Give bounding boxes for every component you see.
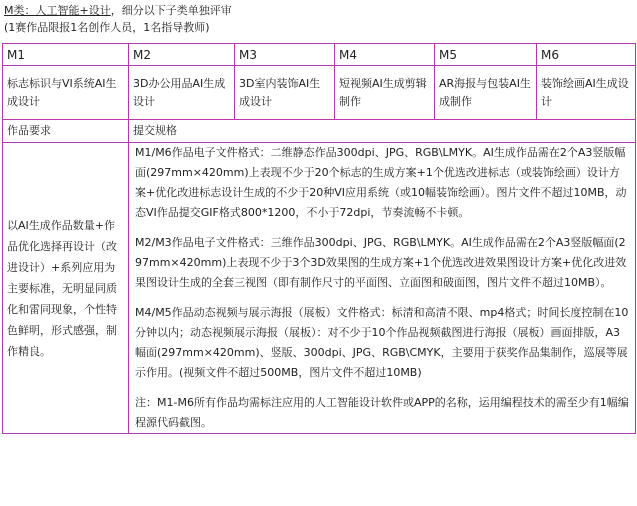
label-row <box>3 120 636 143</box>
code-cell: M4 <box>335 44 435 66</box>
specs-label: 提交规格 <box>129 120 636 143</box>
code-cell: M1 <box>3 44 129 66</box>
name-cell: 标志标识与VI系统AI生成设计 <box>3 66 129 120</box>
code-cell: M3 <box>235 44 335 66</box>
header-line-1 <box>4 2 232 19</box>
name-cell: 3D办公用品AI生成设计 <box>129 66 235 120</box>
code-cell: M6 <box>537 44 636 66</box>
spec-paragraph: M2/M3作品电子文件格式：三维作品300dpi、JPG、RGB\LMYK。AI生成作品需在2个A3竖版幅面(297mm×420mm)上表现不少于3个3D效果图的生成方案+1个优选改进效果图设计方案+优化改进效果图设计生成的全套三视图（即有制作尺寸的平面图、立面图和破面图，图片文件不超过10MB）。 <box>135 236 627 289</box>
requirements-text: 以AI生成作品数量+作品优化选择再设计（改进设计）+系列应用为主要标准，无明显同质化和雷同现象，个性特色鲜明，形式感强，制作精良。 <box>3 143 129 434</box>
category-subtitle: ，细分以下子类单独评审 <box>110 4 232 17</box>
content-row <box>3 143 636 434</box>
category-table <box>2 43 636 434</box>
requirements-label: 作品要求 <box>3 120 129 143</box>
spec-paragraph: M1/M6作品电子文件格式：二维静态作品300dpi、JPG、RGB\LMYK。AI生成作品需在2个A3竖版幅面(297mm×420mm)上表现不少于20个标志的生成方案+1个优选改进标志（或装饰绘画）设计方案+优化改进标志设计生成的不少于20种VI应用系统（或10幅装饰绘画）。图片文件不超过10MB，动态VI作品提交GIF格式800*1200，不小于72dpi，节奏流畅不卡顿。 <box>135 146 627 219</box>
name-cell: 短视频AI生成剪辑制作 <box>335 66 435 120</box>
header-line-2: (1赛作品限报1名创作人员，1名指导教师) <box>4 21 210 34</box>
name-row <box>3 66 636 120</box>
spec-paragraph: M4/M5作品动态视频与展示海报（展板）文件格式：标清和高清不限、mp4格式；时间长度控制在10分钟以内；动态视频展示海报（展板）：对不少于10个作品视频截图进行海报（展板）画面排版，A3幅面(297mm×420mm)、竖版、300dpi、JPG、RGB\CMYK，主要用于获奖作品集制作，巡展等展示作用。(视频文件不超过500MB，图片文件不超过10MB) <box>135 306 629 379</box>
name-cell: 装饰绘画AI生成设计 <box>537 66 636 120</box>
name-cell: 3D室内装饰AI生成设计 <box>235 66 335 120</box>
header <box>4 2 232 36</box>
spec-note: 注：M1-M6所有作品均需标注应用的人工智能设计软件或APP的名称，运用编程技术的需至少有1幅编程源代码截图。 <box>135 396 629 429</box>
code-row <box>3 44 636 66</box>
code-cell: M5 <box>435 44 537 66</box>
specs-cell <box>129 143 636 434</box>
name-cell: AR海报与包装AI生成制作 <box>435 66 537 120</box>
code-cell: M2 <box>129 44 235 66</box>
category-title: M类：人工智能+设计 <box>4 4 111 17</box>
